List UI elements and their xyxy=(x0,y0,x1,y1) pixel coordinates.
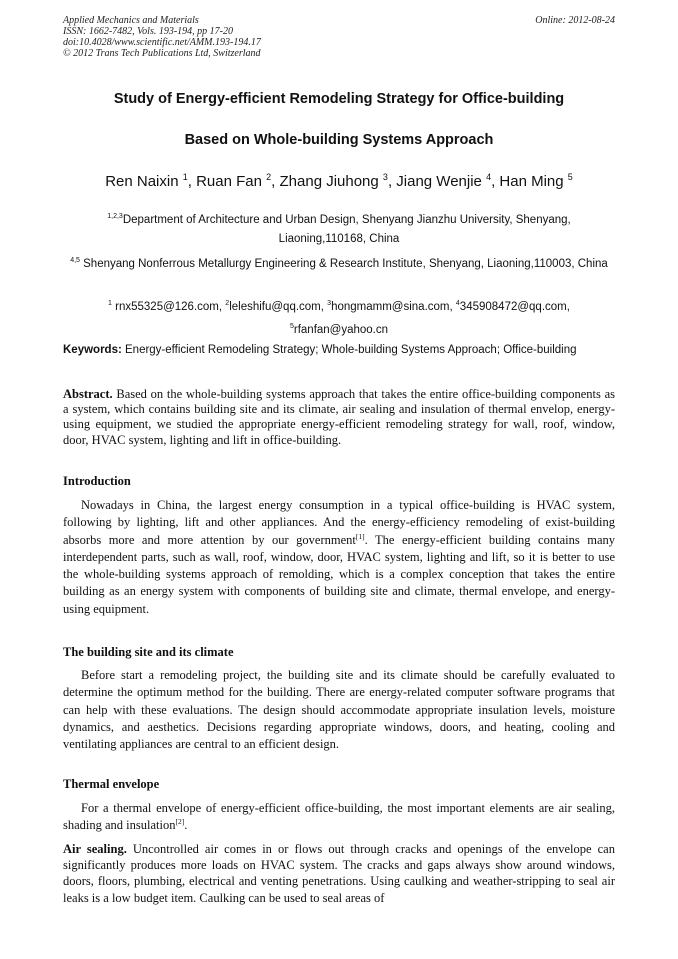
citation-ref: [1] xyxy=(355,531,365,541)
author-sup: 3 xyxy=(382,172,388,182)
email-sup: 1 xyxy=(108,300,112,307)
author-name: Ren Naixin xyxy=(105,173,179,190)
section-heading-building-site: The building site and its climate xyxy=(63,645,234,659)
section-heading-thermal-envelope: Thermal envelope xyxy=(63,777,160,791)
keywords-text: Energy-efficient Remodeling Strategy; Whole-building Systems Approach; Office-building xyxy=(125,344,577,356)
paper-title-line-1: Study of Energy-efficient Remodeling Strategy for Office-building xyxy=(113,91,565,107)
citation-ref: [2] xyxy=(175,817,185,827)
email-address[interactable]: rfanfan@yahoo.cn xyxy=(293,323,389,336)
author-sup: 4 xyxy=(486,172,492,182)
air-sealing-paragraph xyxy=(63,841,615,906)
email-sup: 2 xyxy=(225,300,230,307)
email-sup: 5 xyxy=(289,322,294,330)
section-heading-introduction: Introduction xyxy=(63,474,131,488)
email-address[interactable]: leleshifu@qq.com, xyxy=(229,300,328,313)
email-address[interactable]: rnx55325@126.com, xyxy=(115,300,226,313)
copyright-line: © 2012 Trans Tech Publications Ltd, Switzerland xyxy=(63,48,261,59)
paragraph-text: Uncontrolled air comes in or flows out through cracks and openings of the envelope can significantly produces more loads on HVAC system. The cracks and gaps always show around windows, doors, floors, plumbing, electrical and venting penetrations. Using caulking and weather-stripping to seal air leaks is a low budget item. Caulking can be used to seal areas of xyxy=(63,842,615,905)
affiliation-sup: 4,5 xyxy=(70,257,80,264)
journal-name: Applied Mechanics and Materials xyxy=(63,15,199,26)
journal-header xyxy=(63,15,615,59)
paragraph-text: . xyxy=(184,818,188,833)
affiliation-text: Shenyang Nonferrous Metallurgy Engineering & Research Institute, Shenyang, Liaoning,110003, China xyxy=(83,257,608,270)
keywords xyxy=(63,343,615,358)
email-address[interactable]: 345908472@qq.com, xyxy=(459,300,570,313)
email-list xyxy=(63,294,615,340)
thermal-envelope-paragraph xyxy=(63,800,615,835)
building-site-paragraph: Before start a remodeling project, the building site and its climate should be carefully evaluated to determine the optimum method for the building. There are energy-related computer software programs that can help with these evaluations. The design should accommodate appropriate insulation levels, moisture dynamics, and aesthetics. Decisions regarding appropriate windows, doors, and heating, cooling and ventilating appliances are central to an efficient design. xyxy=(63,668,615,752)
abstract-label: Abstract. xyxy=(63,387,113,401)
abstract-text: Based on the whole-building systems approach that takes the entire office-building components as a system, which contains building site and its climate, air sealing and insulation of thermal envelop, energy-using equipment, we studied the appropriate energy-efficient remodeling strategy for wall, roof, window, door, HVAC system, lighting and lift in office-building. xyxy=(63,387,615,447)
email-sup: 4 xyxy=(455,300,460,307)
paragraph-text: For a thermal envelope of energy-efficient office-building, the most important elements are air sealing, shading and insulation xyxy=(63,801,615,833)
air-sealing-label: Air sealing. xyxy=(63,842,127,856)
keywords-label: Keywords: xyxy=(63,344,122,356)
abstract xyxy=(63,387,615,448)
paper-title-line-2: Based on Whole-building Systems Approach xyxy=(184,132,494,148)
paragraph-text: Nowadays in China, the largest energy consumption in a typical office-building is HVAC system, following by lighting, lift and other appliances. And the energy-efficiency remodeling of exist-building absorbs more and more attention by our government xyxy=(63,498,615,547)
doi-line: doi:10.4028/www.scientific.net/AMM.193-194.17 xyxy=(63,37,261,48)
author-list: Ren Naixin $^1$, Ruan Fan $^2$, Zhang Jiuhong $^3$, Jiang Wenjie $^4$, Han Ming $^5$ xyxy=(105,172,573,190)
email-sup: 3 xyxy=(327,300,332,307)
author-sup: 1 xyxy=(182,172,188,182)
author-name: Zhang Jiuhong xyxy=(279,173,379,190)
email-address[interactable]: hongmamm@sina.com, xyxy=(331,300,456,313)
affiliation-2 xyxy=(63,251,615,274)
online-date: Online: 2012-08-24 xyxy=(535,15,615,26)
affiliation-1 xyxy=(63,207,615,249)
paragraph-text: . The energy-efficient building contains many interdependent parts, such as wall, roof, window, door, HVAC system, lighting and lift, so it is better to use the whole-building systems approach of remolding, which is a complex conception that takes the entire building as an energy system with components of building site and climate, thermal envelope, and energy-using equipment. xyxy=(63,532,615,616)
author-name: Jiang Wenjie xyxy=(396,173,482,190)
author-sup: 2 xyxy=(266,172,272,182)
affiliation-sup: 1,2,3 xyxy=(107,213,123,220)
issn-line: ISSN: 1662-7482, Vols. 193-194, pp 17-20 xyxy=(63,26,233,37)
author-sup: 5 xyxy=(567,172,573,182)
author-name: Ruan Fan xyxy=(196,173,262,190)
introduction-paragraph xyxy=(63,497,615,618)
affiliation-text: Department of Architecture and Urban Design, Shenyang Jianzhu University, Shenyang, Liaoning,110168, China xyxy=(122,213,571,245)
author-name: Han Ming xyxy=(499,173,564,190)
